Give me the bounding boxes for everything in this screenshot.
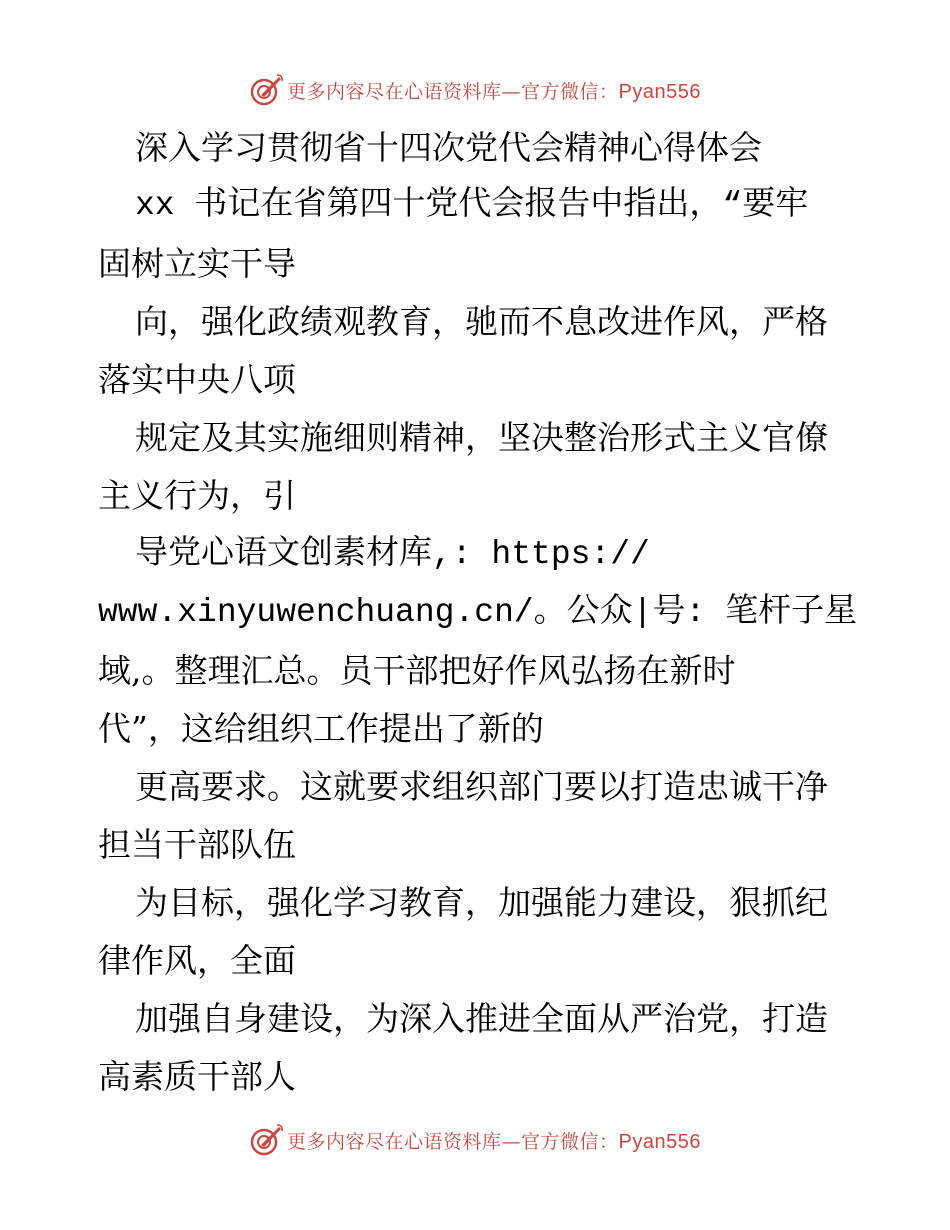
quill-logo-icon bbox=[249, 1123, 283, 1157]
footer-wechat-id: Pyan556 bbox=[618, 1130, 701, 1153]
text-line: www.xinyuwenchuang.cn/。公众|号: 笔杆子星 bbox=[98, 594, 858, 631]
footer-banner-text bbox=[287, 1127, 701, 1154]
text-line: 更高要求。这就要求组织部门要以打造忠诚干净 bbox=[135, 767, 828, 806]
text-line: 高素质干部人 bbox=[98, 1057, 296, 1096]
text-line: xx 书记在省第四十党代会报告中指出，“要牢 bbox=[135, 187, 809, 224]
text-line: 固树立实干导 bbox=[98, 244, 296, 283]
quill-logo-icon bbox=[249, 73, 283, 107]
text-line: 律作风，全面 bbox=[98, 941, 296, 980]
footer-banner-label: 更多内容尽在心语资料库—官方微信： bbox=[287, 1130, 619, 1153]
text-line: 为目标，强化学习教育，加强能力建设，狠抓纪 bbox=[135, 883, 828, 922]
text-line: 向，强化政绩观教育，驰而不息改进作风，严格 bbox=[135, 302, 828, 341]
text-line: 规定及其实施细则精神，坚决整治形式主义官僚 bbox=[135, 418, 828, 457]
document-title: 深入学习贯彻省十四次党代会精神心得体会 bbox=[135, 128, 762, 167]
header-wechat-id: Pyan556 bbox=[618, 80, 701, 103]
header-banner-text bbox=[287, 77, 701, 104]
text-line: 主义行为，引 bbox=[98, 476, 296, 515]
footer-banner bbox=[0, 1122, 950, 1158]
text-line: 落实中央八项 bbox=[98, 360, 296, 399]
text-line: 担当干部队伍 bbox=[98, 825, 296, 864]
header-banner-label: 更多内容尽在心语资料库—官方微信： bbox=[287, 80, 619, 103]
text-line: 导党心语文创素材库,: https:// bbox=[135, 536, 650, 573]
text-line: 域,。整理汇总。员干部把好作风弘扬在新时 bbox=[98, 651, 736, 690]
text-line: 加强自身建设，为深入推进全面从严治党，打造 bbox=[135, 999, 828, 1038]
header-banner bbox=[0, 72, 950, 108]
text-line: 代”，这给组织工作提出了新的 bbox=[98, 709, 544, 748]
